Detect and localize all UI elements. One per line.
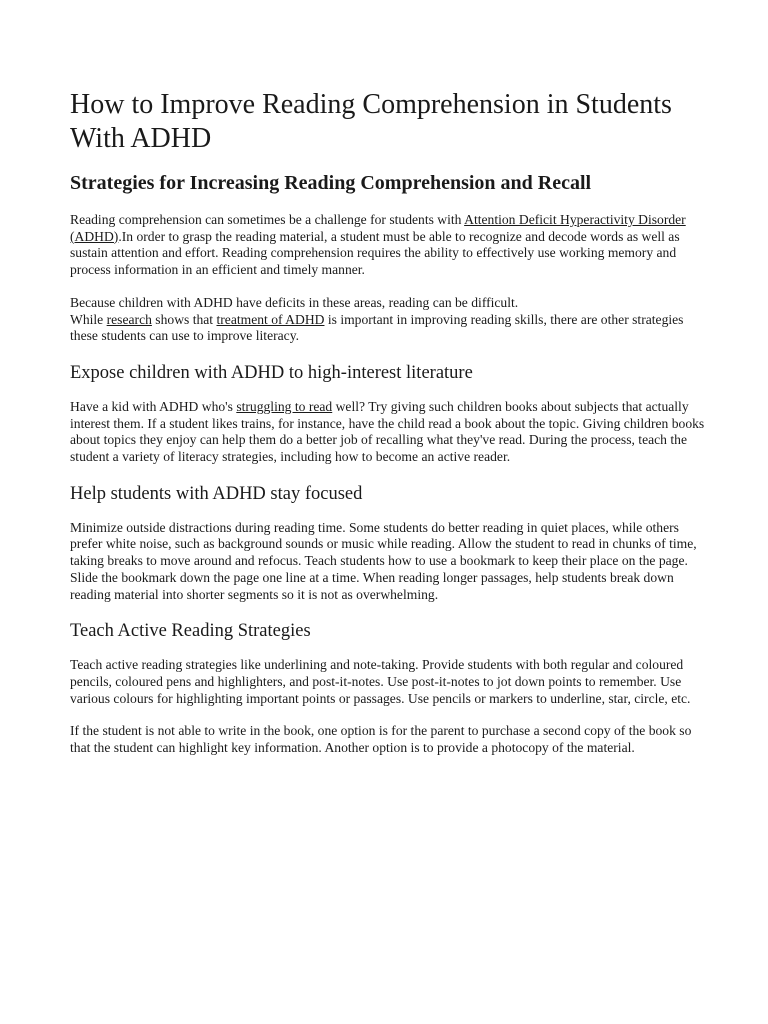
section-paragraph-1: Teach active reading strategies like underlining and note-taking. Provide students with both regular and coloured pencils, coloured pens and highlighters, and post-it-notes. Use post-it-notes to jot down points to remember. Use various colours for highlighting important points or passages. Use pencils or markers to underline, star, circle, etc. [70,657,691,706]
intro-p2-line1: Because children with ADHD have deficits in these areas, reading can be difficult. [70,294,519,310]
intro-p2-after: is important in improving reading skills, there are other strategies these students can use to improve literacy. [70,311,684,344]
section-paragraph: Minimize outside distractions during reading time. Some students do better reading in quiet places, while others prefer white noise, such as background sounds or music while reading. Allow the student to read in chunks of time, taking breaks to move around and refocus. Teach students how to use a bookmark to keep their place on the page. Slide the bookmark down the page one line at a time. When reading longer passages, help students break down reading material into shorter segments so it is not as overwhelming. [70,519,697,602]
research-link[interactable]: research [106,311,152,327]
page-title: How to Improve Reading Comprehension in Students With ADHD [70,89,672,154]
page-subtitle: Strategies for Increasing Reading Comprehension and Recall [70,172,592,194]
section-active-reading [70,619,708,757]
section-stay-focused [70,482,708,604]
intro-p2-middle: shows that [151,311,217,327]
adhd-definition-link[interactable]: Attention Deficit Hyperactivity Disorder (ADHD) [70,212,686,244]
section1-text-before: Have a kid with ADHD who's [70,398,237,414]
section-heading: Teach Active Reading Strategies [70,621,311,642]
section-paragraph [70,399,708,466]
intro-text-before-link: Reading comprehension can sometimes be a challenge for students with [70,212,465,227]
intro-paragraph-1 [70,212,708,279]
section-heading: Expose children with ADHD to high-interest literature [70,362,473,383]
section-paragraph-2: If the student is not able to write in the book, one option is for the parent to purchase a second copy of the book so that the student can highlight key information. Another option is to provide a photocopy of the material. [70,723,692,756]
intro-text-after-link: .In order to grasp the reading material, a student must be able to recognize and decode words as well as sustain attention and effort. Reading comprehension requires the ability to effectively use working memory and process information in an efficient and timely manner. [70,228,680,278]
treatment-of-adhd-link[interactable]: treatment of ADHD [216,311,325,327]
section-heading: Help students with ADHD stay focused [70,483,363,504]
struggling-to-read-link[interactable]: struggling to read [236,398,333,414]
intro-paragraph-2 [70,295,708,345]
section1-text-after: well? Try giving such children books about subjects that actually interest them. If a student likes trains, for instance, have the child read a book about the topic. Giving children books about topics they enjoy can help them do a better job of recalling what they've read. During the process, teach the student a variety of literacy strategies, including how to become an active reader. [70,398,705,465]
section-high-interest-literature [70,361,708,466]
intro-p2-before: While [70,311,107,327]
